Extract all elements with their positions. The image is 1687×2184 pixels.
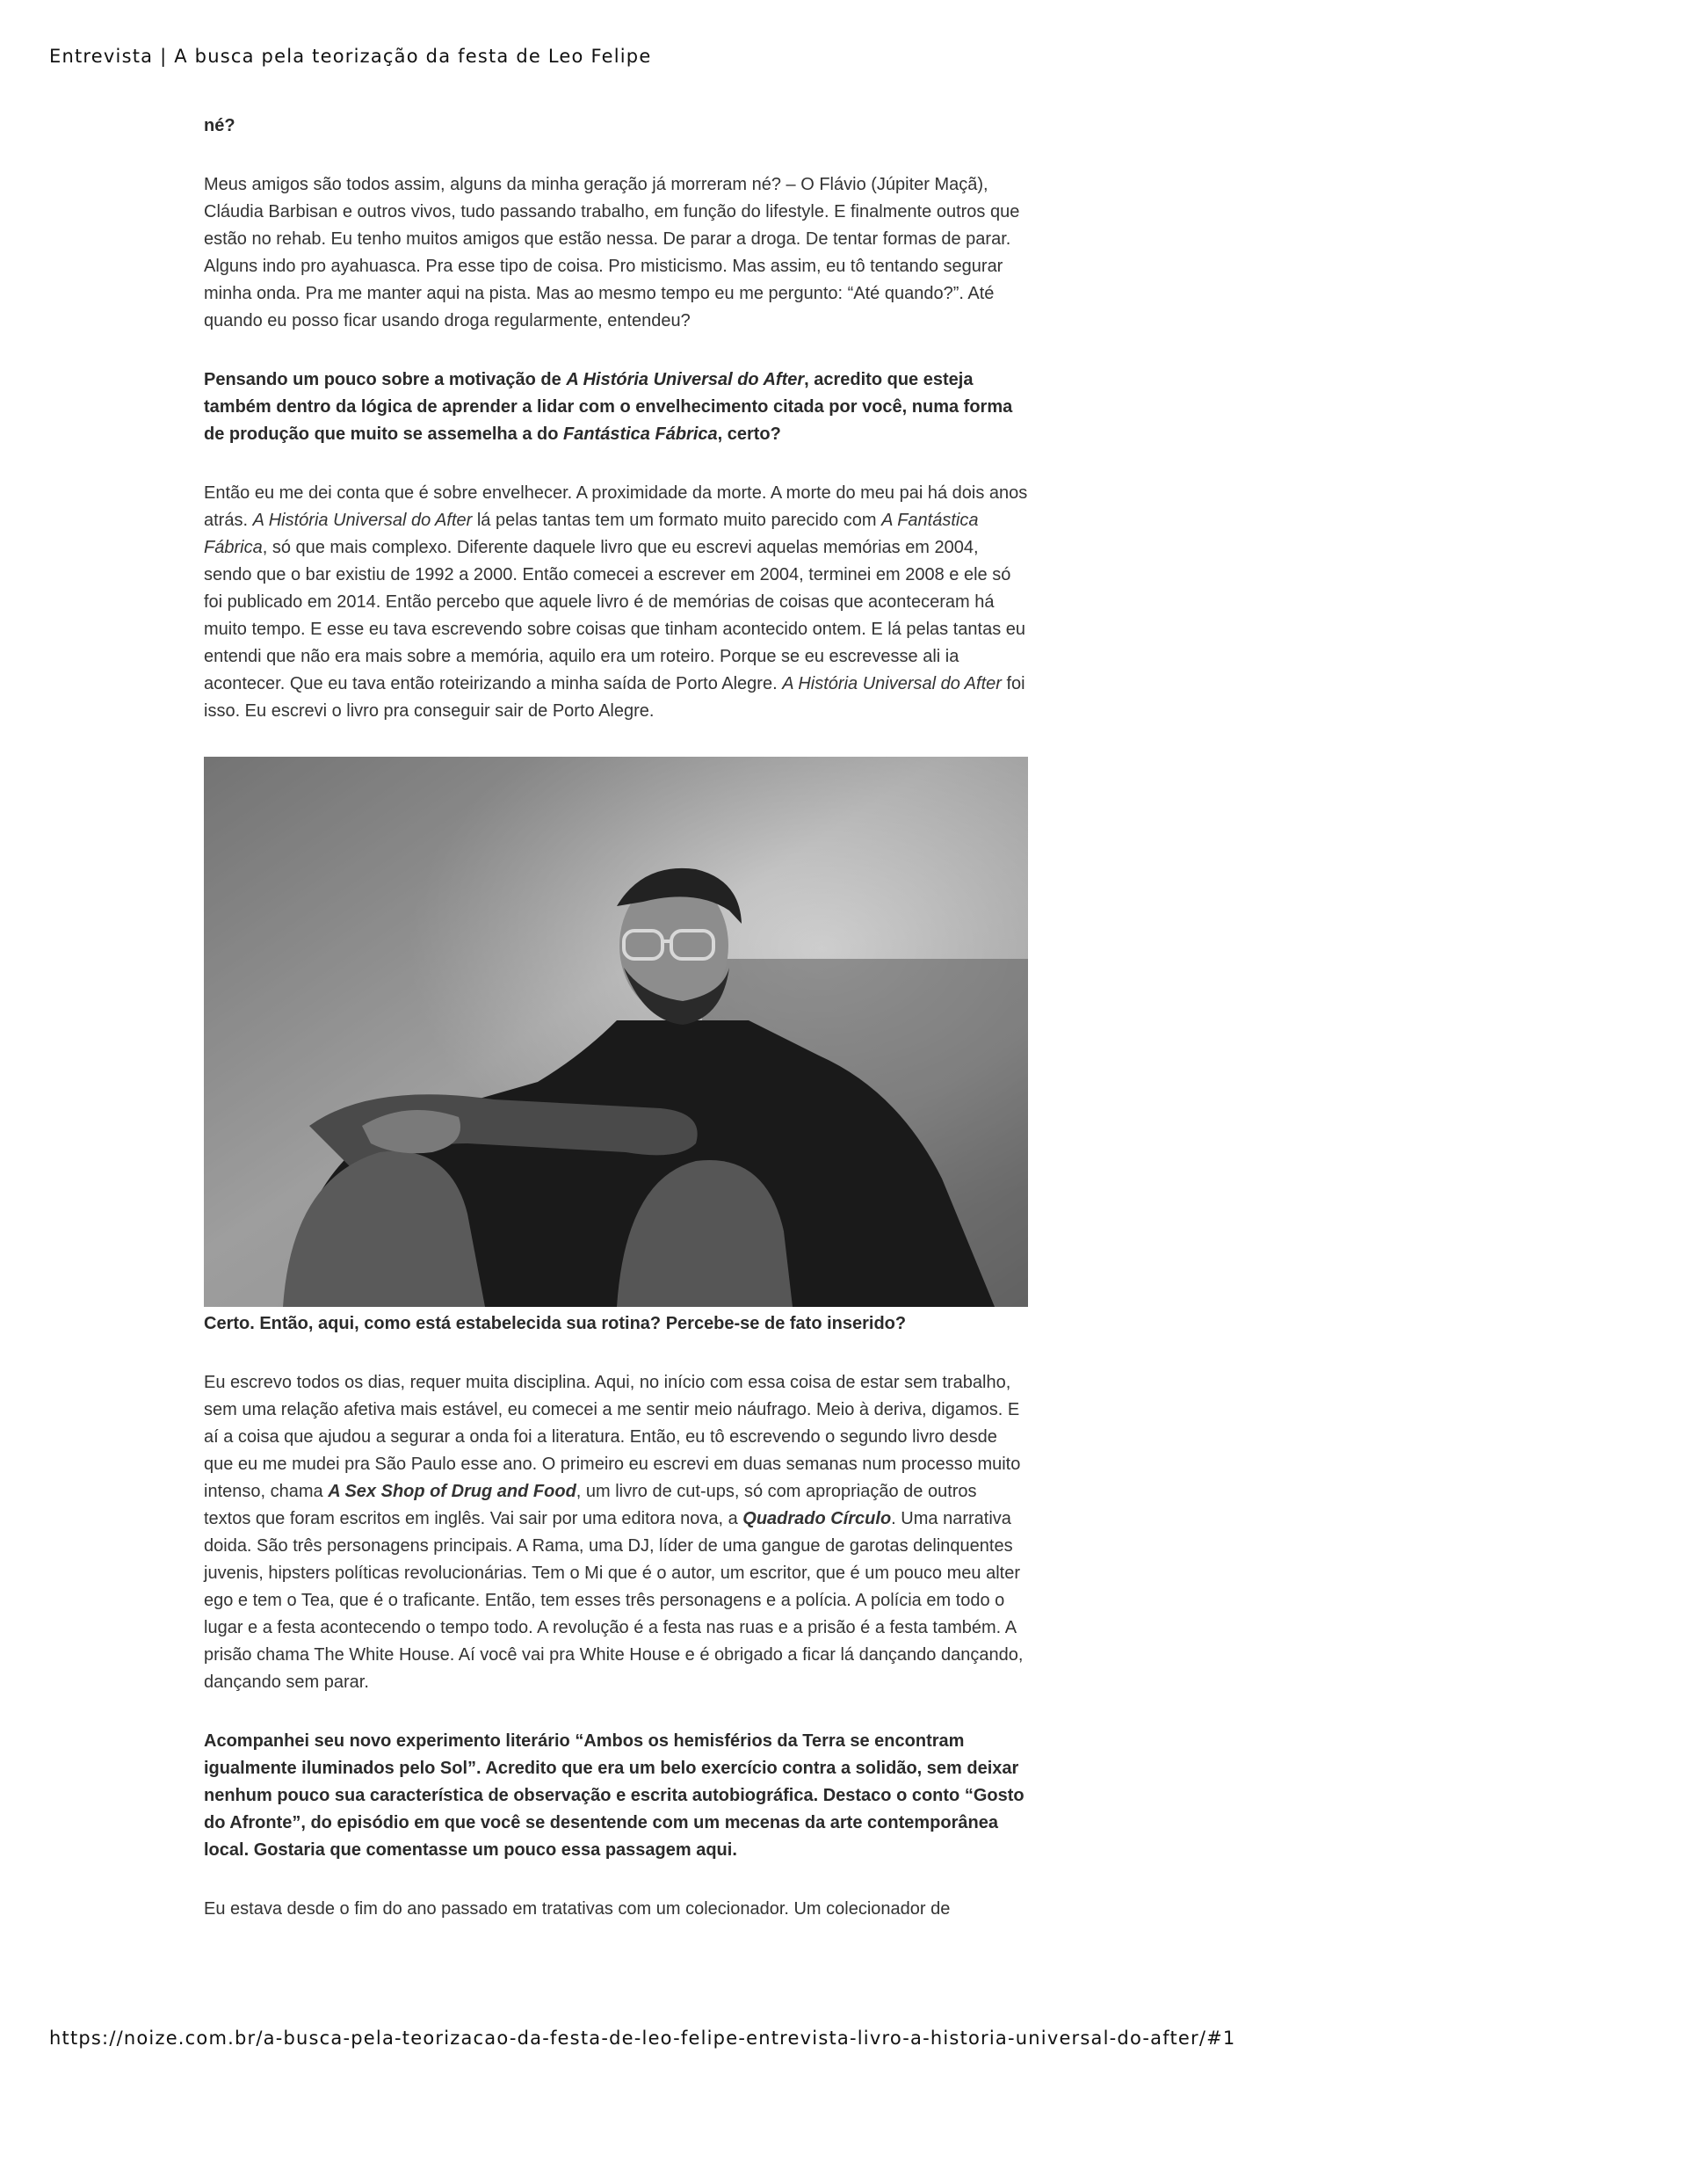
question-tail: né? xyxy=(204,116,235,135)
book-title: A Sex Shop of Drug and Food xyxy=(328,1482,576,1501)
question-paragraph: Pensando um pouco sobre a motivação de A História Universal do After, acredito que esteja também dentro da lógica de aprender a lidar com o envelhecimento citada por você, numa forma de produção que muito se assemelha a do Fantástica Fábrica, certo? xyxy=(204,370,1013,444)
page-url: https://noize.com.br/a-busca-pela-teorizacao-da-festa-de-leo-felipe-entrevista-livro-a-historia-universal-do-after/#1 xyxy=(49,2028,1236,2049)
book-title: A História Universal do After xyxy=(566,370,805,389)
book-title: A Fantástica Fábrica xyxy=(204,511,979,557)
book-title: A História Universal do After xyxy=(252,511,473,530)
article-body xyxy=(204,112,1028,1923)
publisher-name: Quadrado Círculo xyxy=(742,1509,892,1528)
portrait-photo xyxy=(204,757,1028,1307)
book-title: A História Universal do After xyxy=(782,674,1002,693)
book-title: Fantástica Fábrica xyxy=(563,424,718,444)
question-paragraph: Certo. Então, aqui, como está estabelecida sua rotina? Percebe-se de fato inserido? xyxy=(204,1314,907,1333)
question-paragraph: Acompanhei seu novo experimento literário “Ambos os hemisférios da Terra se encontram igualmente iluminados pelo Sol”. Acredito que era um belo exercício contra a solidão, sem deixar nenhum pouco sua característica de observação e escrita autobiográfica. Destaco o conto “Gosto do Afronte”, do episódio em que você se desentende com um mecenas da arte contemporânea local. Gostaria que comentasse um pouco essa passagem aqui. xyxy=(204,1731,1025,1860)
answer-paragraph: Meus amigos são todos assim, alguns da minha geração já morreram né? – O Flávio (Júpiter Maçã), Cláudia Barbisan e outros vivos, tudo passando trabalho, em função do lifestyle. E finalmente outros que estão no rehab. Eu tenho muitos amigos que estão nessa. De parar a droga. De tentar formas de parar. Alguns indo pro ayahuasca. Pra esse tipo de coisa. Pro misticismo. Mas assim, eu tô tentando segurar minha onda. Pra me manter aqui na pista. Mas ao mesmo tempo eu me pergunto: “Até quando?”. Até quando eu posso ficar usando droga regularmente, entendeu? xyxy=(204,175,1020,330)
answer-paragraph: Eu escrevo todos os dias, requer muita disciplina. Aqui, no início com essa coisa de estar sem trabalho, sem uma relação afetiva mais estável, eu comecei a me sentir meio náufrago. Meio à deriva, digamos. E aí a coisa que ajudou a segurar a onda foi a literatura. Então, eu tô escrevendo o segundo livro desde que eu me mudei pra São Paulo esse ano. O primeiro eu escrevi em duas semanas num processo muito intenso, chama A Sex Shop of Drug and Food, um livro de cut-ups, só com apropriação de outros textos que foram escritos em inglês. Vai sair por uma editora nova, a Quadrado Círculo. Uma narrativa doida. São três personagens principais. A Rama, uma DJ, líder de uma gangue de garotas delinquentes juvenis, hipsters políticas revolucionárias. Tem o Mi que é o autor, um escritor, que é um pouco meu alter ego e tem o Tea, que é o traficante. Então, tem esses três personagens e a polícia. A polícia em todo o lugar e a festa acontecendo o tempo todo. A revolução é a festa nas ruas e a prisão é a festa também. A prisão chama The White House. Aí você vai pra White House e é obrigado a ficar lá dançando dançando, dançando sem parar. xyxy=(204,1373,1024,1692)
answer-paragraph: Então eu me dei conta que é sobre envelhecer. A proximidade da morte. A morte do meu pai há dois anos atrás. A História Universal do After lá pelas tantas tem um formato muito parecido com A Fantástica Fábrica, só que mais complexo. Diferente daquele livro que eu escrevi aquelas memórias em 2004, sendo que o bar existiu de 1992 a 2000. Então comecei a escrever em 2004, terminei em 2008 e ele só foi publicado em 2014. Então percebo que aquele livro é de memórias de coisas que aconteceram há muito tempo. E esse eu tava escrevendo sobre coisas que tinham acontecido ontem. E lá pelas tantas eu entendi que não era mais sobre a memória, aquilo era um roteiro. Porque se eu escrevesse ali ia acontecer. Que eu tava então roteirizando a minha saída de Porto Alegre. A História Universal do After foi isso. Eu escrevi o livro pra conseguir sair de Porto Alegre. xyxy=(204,483,1028,721)
answer-paragraph: Eu estava desde o fim do ano passado em tratativas com um colecionador. Um colecionador de xyxy=(204,1899,951,1919)
page-title: Entrevista | A busca pela teorização da festa de Leo Felipe xyxy=(49,46,652,67)
